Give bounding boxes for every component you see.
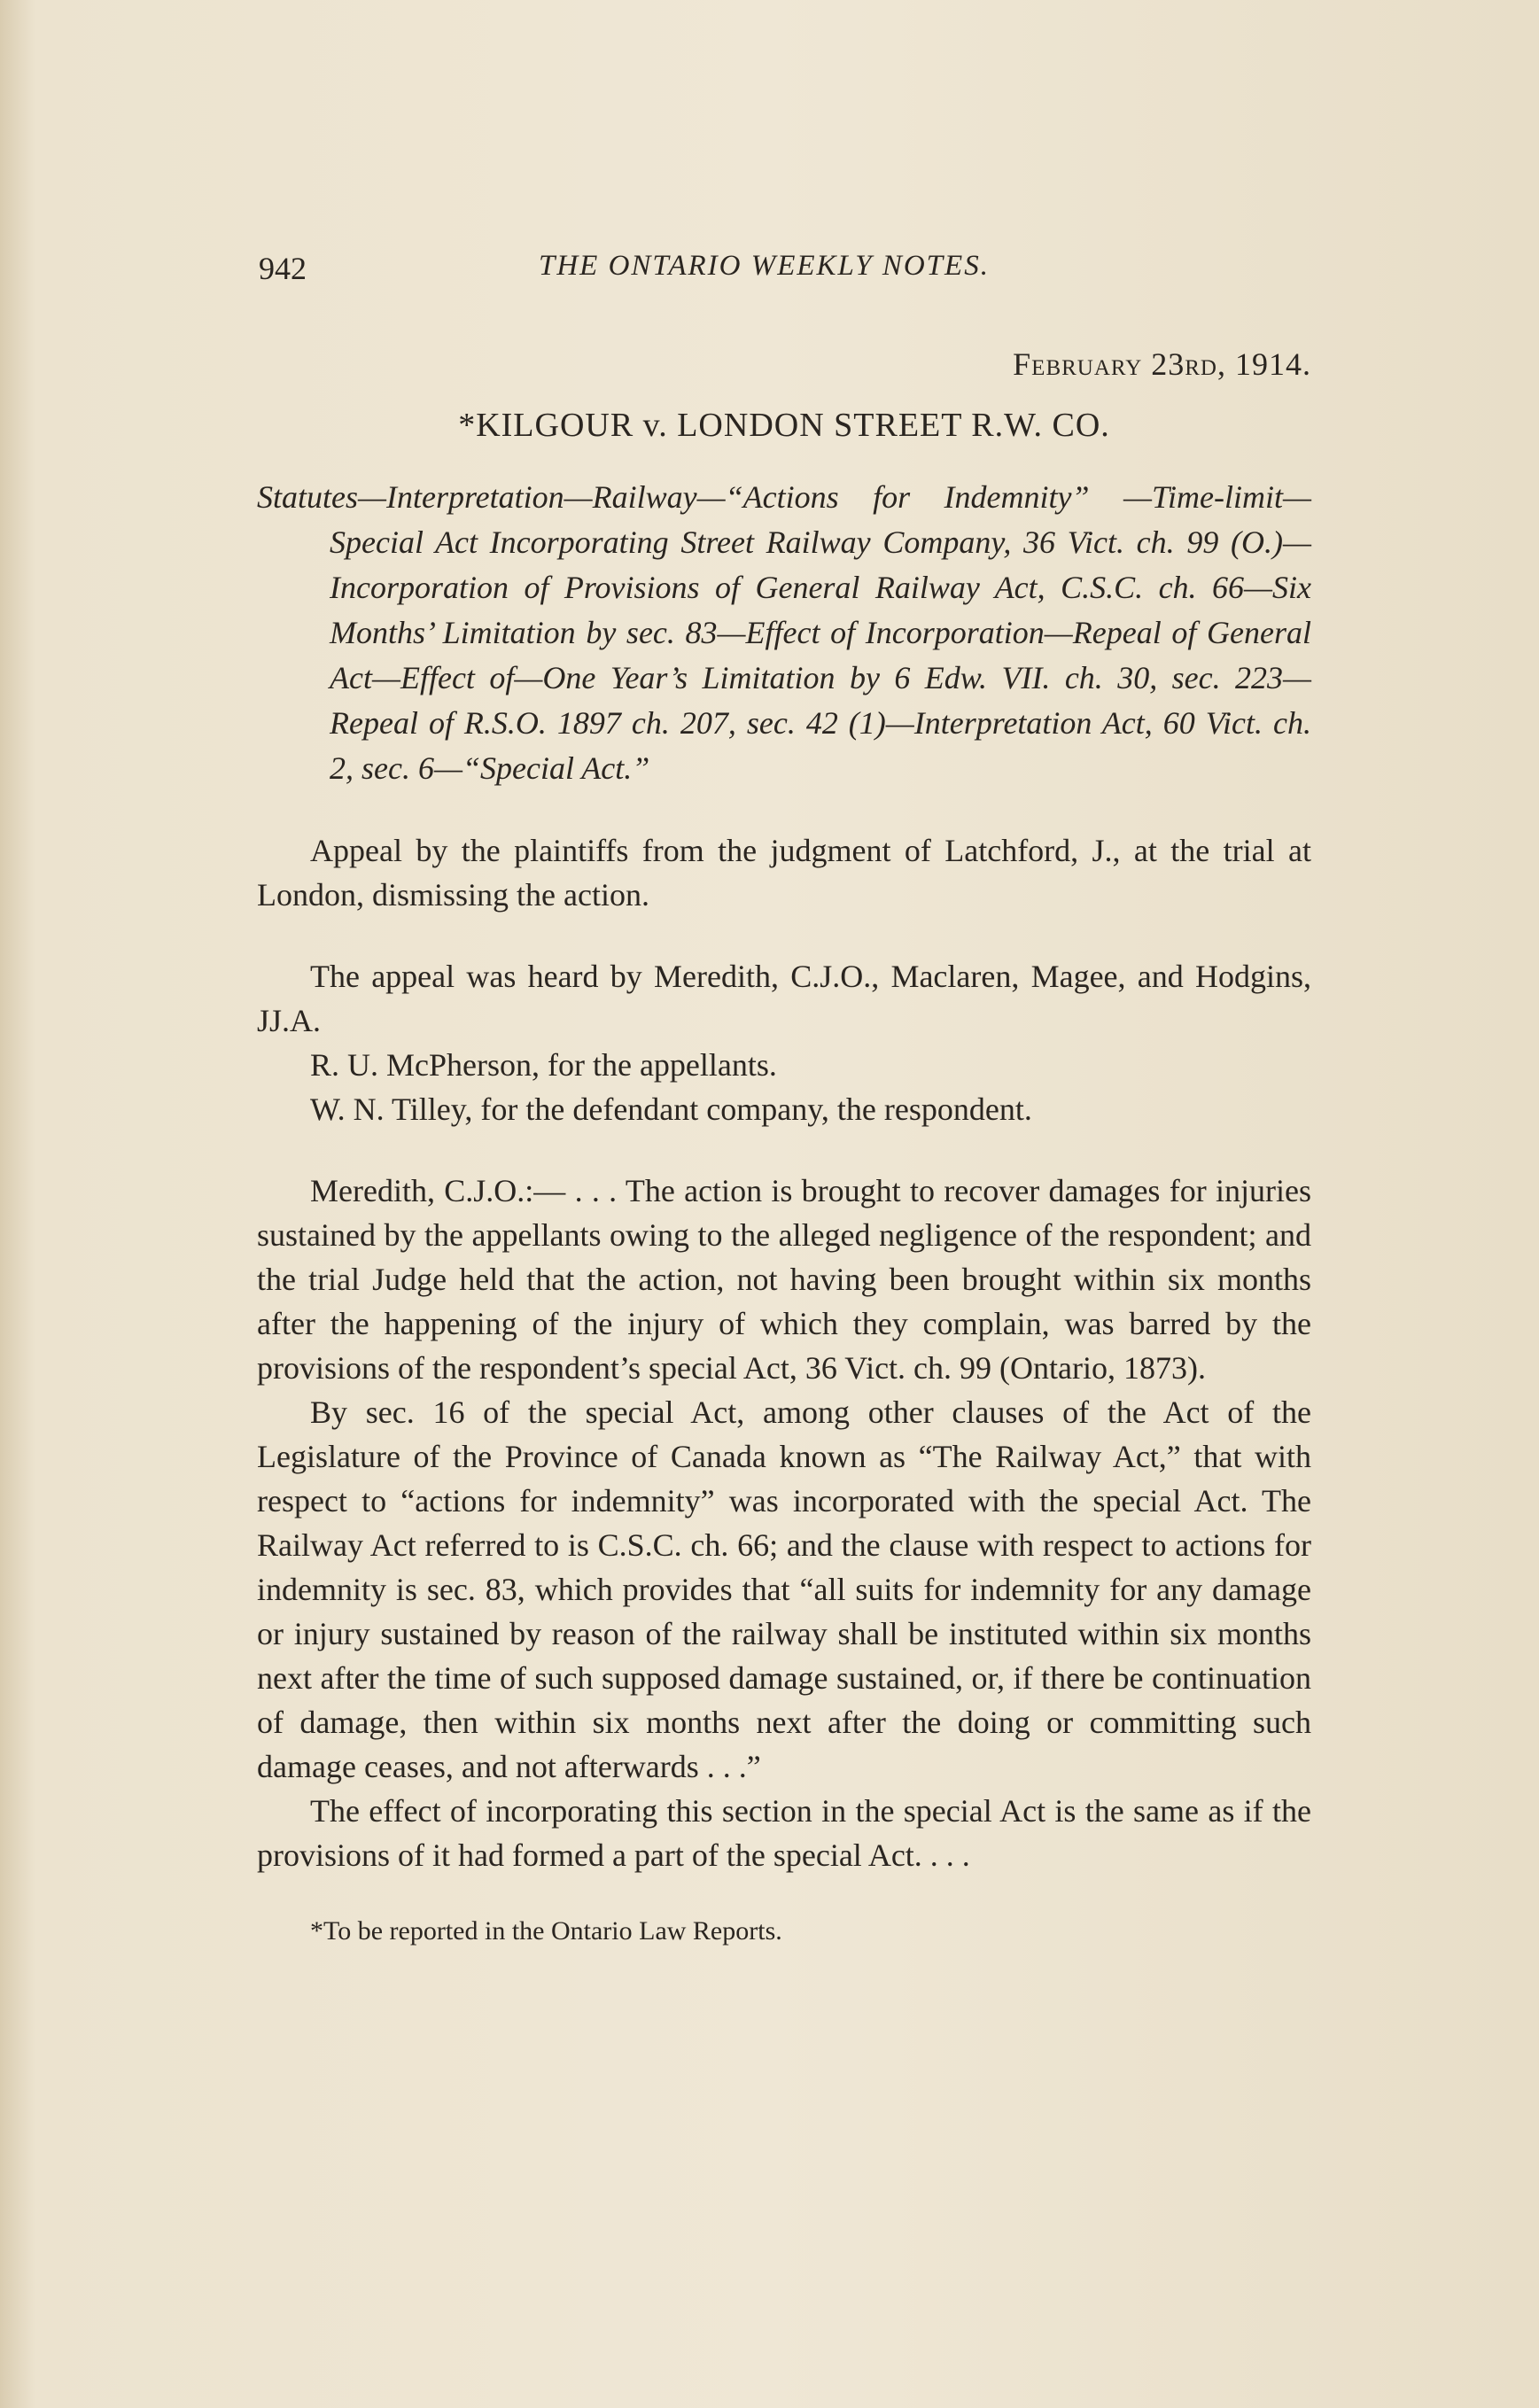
judgment-paragraph-1: Meredith, C.J.O.:— . . . The action is brought to recover damages for injuries sustained by the appellants owing to the alleged negligence of the respondent; and the trial Judge held that the action, not having been brought within six months after the happening of the injury of which they complain, was barred by the provisions of the respondent’s special Act, 36 Vict. ch. 99 (Ontario, 1873). xyxy=(257,1173,1311,1386)
text-block xyxy=(257,250,1311,1946)
counsel-appellants: R. U. McPherson, for the appellants. xyxy=(310,1047,777,1083)
case-title: *KILGOUR v. LONDON STREET R.W. CO. xyxy=(458,407,1110,444)
page-number: 942 xyxy=(259,251,307,286)
headnote: Statutes—Interpretation—Railway—“Actions for Indemnity” —Time-limit—Special Act Incorporating Street Railway Company, 36 Vict. ch. 99 (O.)—Incorporation of Provisions of General Railway Act, C.S.C. ch. 66—Six Months’ Limitation by sec. 83—Effect of Incorporation—Repeal of General Act—Effect of—One Year’s Limitation by 6 Edw. VII. ch. 30, sec. 223—Repeal of R.S.O. 1897 ch. 207, sec. 42 (1)—Interpretation Act, 60 Vict. ch. 2, sec. 6—“Special Act.” xyxy=(257,479,1311,786)
journal-title: THE ONTARIO WEEKLY NOTES. xyxy=(539,250,990,282)
judgment-paragraph-2: By sec. 16 of the special Act, among other clauses of the Act of the Legislature of the Province of Canada known as “The Railway Act,” that with respect to “actions for indemnity” was incorporated with the special Act. The Railway Act referred to is C.S.C. ch. 66; and the clause with respect to actions for indemnity is sec. 83, which provides that “all suits for indemnity for any damage or injury sustained by reason of the railway shall be instituted within six months next after the time of such supposed damage sustained, or, if there be continuation of damage, then within six months next after the doing or committing such damage ceases, and not afterwards . . .” xyxy=(257,1394,1311,1784)
footnote: *To be reported in the Ontario Law Reports. xyxy=(310,1916,782,1946)
appeal-paragraph: Appeal by the plaintiffs from the judgment of Latchford, J., at the trial at London, dismissing the action. xyxy=(257,833,1311,913)
judgment-paragraph-3: The effect of incorporating this section in the special Act is the same as if the provisions of it had formed a part of the special Act. . . . xyxy=(257,1793,1311,1873)
dateline: February 23rd, 1914. xyxy=(1013,346,1311,382)
counsel-respondent: W. N. Tilley, for the defendant company, the respondent. xyxy=(310,1091,1032,1127)
running-head xyxy=(257,250,1311,303)
heard-paragraph: The appeal was heard by Meredith, C.J.O., Maclaren, Magee, and Hodgins, JJ.A. xyxy=(257,959,1311,1038)
